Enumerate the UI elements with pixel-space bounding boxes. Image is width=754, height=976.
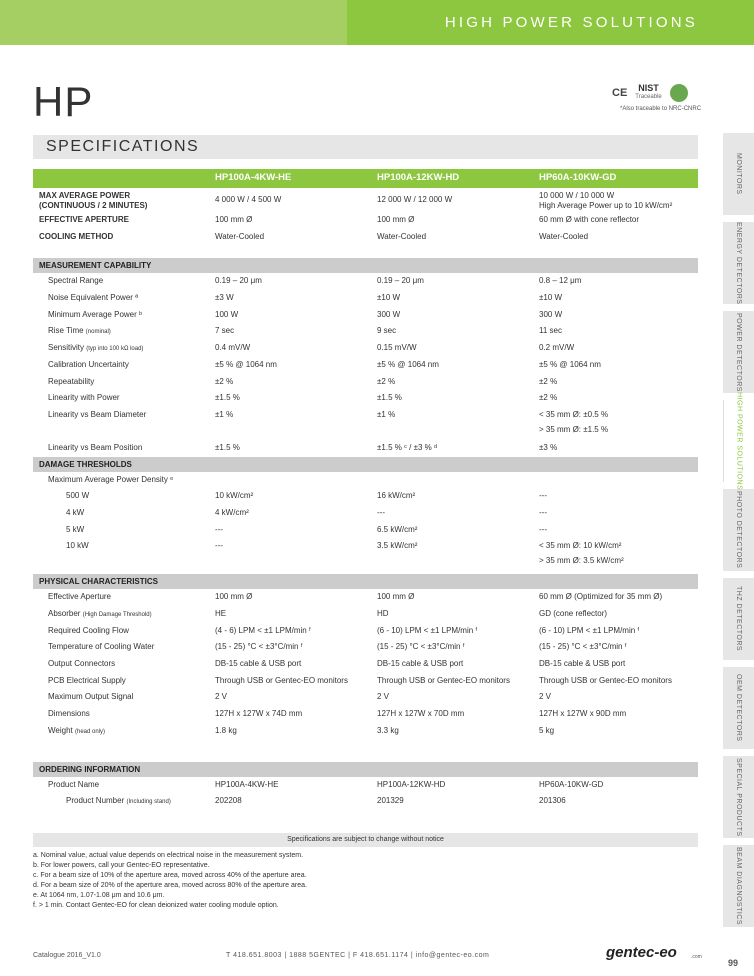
table-row [33,290,698,307]
section-tabs [723,133,754,934]
row-label: MAX AVERAGE POWER [39,191,131,200]
cell: HP60A-10KW-GD [539,779,604,789]
cell: ±1.5 % ᶜ / ±3 % ᵈ [377,442,437,452]
row-label-sub: (CONTINUOUS / 2 MINUTES) [39,201,148,210]
page-number: 99 [728,958,739,968]
row-label: 10 kW [66,541,89,551]
cell: 127H x 127W x 70D mm [377,709,465,719]
cell: ±3 W [215,293,234,303]
brand-logo: gentec-eo [606,944,677,961]
table-row [33,273,698,290]
table-row [33,212,698,229]
table-row [33,323,698,340]
row-label-note: (typ into 100 kΩ load) [86,346,144,353]
cell: 100 mm Ø [215,592,253,602]
cell: Through USB or Gentec-EO monitors [377,675,510,685]
section-header-ordering: ORDERING INFORMATION [33,762,698,777]
row-label: PCB Electrical Supply [48,675,126,685]
row-label: EFFECTIVE APERTURE [39,215,129,224]
cell: --- [539,491,547,501]
models-header-row [33,169,698,188]
table-row [33,777,698,794]
cell: 4 000 W / 4 500 W [215,195,282,204]
cell: (6 - 10) LPM < ±1 LPM/min ᶠ [539,625,640,635]
model-3: HP60A-10KW-GD [539,172,617,183]
cell: DB-15 cable & USB port [377,659,464,669]
cell: 127H x 127W x 74D mm [215,709,303,719]
table-row [33,656,698,673]
banner-title: HIGH POWER SOLUTIONS [347,0,754,45]
table-row [33,374,698,391]
row-label: Product Number [66,796,125,806]
cell: 2 V [377,692,390,702]
cell: 12 000 W / 12 000 W [377,195,453,204]
cell: ±2 % [377,376,396,386]
cell: ±5 % @ 1064 nm [539,359,601,369]
row-label-note: (nominal) [85,329,111,336]
section-header-damage: DAMAGE THRESHOLDS [33,457,698,472]
cell: GD (cone reflector) [539,609,608,618]
row-label: 4 kW [66,507,85,517]
cell: 2 V [539,692,552,702]
row-label: Linearity vs Beam Diameter [48,409,147,419]
footnote: e. At 1064 nm, 1.07-1.08 μm and 10.6 μm. [33,892,165,899]
cell: --- [539,524,547,534]
cell: 0.19 – 20 μm [377,276,424,286]
table-row [33,673,698,690]
cell: 201329 [377,796,404,806]
cell: Water-Cooled [377,231,427,241]
row-label: Temperature of Cooling Water [48,642,155,652]
nist-traceable: Traceable [635,94,662,100]
cell: 3.5 kW/cm² [377,541,418,551]
cell: 11 sec [539,326,562,336]
damage-subheader: Maximum Average Power Density ᵉ [48,474,174,484]
tab-oem-detectors[interactable]: OEM DETECTORS [723,667,754,749]
table-row [33,723,698,740]
row-label-note: (Including stand) [126,799,171,806]
rohs-logo-icon [670,84,688,102]
row-label: Sensitivity [48,343,85,353]
model-2: HP100A-12KW-HD [377,172,460,183]
cell: 10 kW/cm² [215,491,254,501]
table-row [33,793,698,810]
banner-left-block [0,0,347,45]
brand-suffix: .com [691,954,702,960]
cell: 10 000 W / 10 000 W [539,191,615,200]
table-row [33,606,698,623]
cell: ±3 % [539,442,558,452]
cell: < 35 mm Ø: ±0.5 % [539,409,609,419]
cell-sub: > 35 mm Ø: ±1.5 % [539,424,609,434]
cell: Through USB or Gentec-EO monitors [539,675,672,685]
table-row [33,307,698,324]
row-label: Calibration Uncertainty [48,359,129,369]
cell: ±1.5 % [215,442,240,452]
section-header-measurement: MEASUREMENT CAPABILITY [33,258,698,273]
cell: --- [215,541,223,551]
cell: Through USB or Gentec-EO monitors [215,675,348,685]
cell: ±10 W [377,293,401,303]
physical-rows [33,589,698,739]
measurement-rows [33,273,698,456]
row-label: Effective Aperture [48,592,111,602]
contact-info: T 418.651.8003 | 1888 5GENTEC | F 418.651.1174 | info@gentec-eo.com [226,952,490,959]
nist-label: NIST [638,83,659,93]
cell: 2 V [215,692,228,702]
tab-monitors[interactable]: MONITORS [723,133,754,215]
cell: 300 W [539,309,563,319]
table-row [33,522,698,539]
cell: (15 - 25) °C < ±3°C/min ᶠ [539,642,627,652]
cell: --- [215,524,223,534]
cell: Water-Cooled [539,231,589,241]
row-label: Output Connectors [48,659,116,669]
cell: ±5 % @ 1064 nm [377,359,439,369]
row-label: Repeatability [48,376,95,386]
cell: ±2 % [539,376,558,386]
header-banner [0,0,754,45]
cell: 16 kW/cm² [377,491,416,501]
cell: 60 mm Ø (Optimized for 35 mm Ø) [539,592,663,602]
cell: 0.8 – 12 μm [539,276,582,286]
cell: ±1 % [377,409,396,419]
table-row [33,538,698,571]
table-row [33,488,698,505]
row-label: Noise Equivalent Power ª [48,293,139,303]
table-row [33,706,698,723]
cell: 0.15 mV/W [377,343,417,353]
table-row [33,390,698,407]
cell-sub: High Average Power up to 10 kW/cm² [539,201,673,210]
model-1: HP100A-4KW-HE [215,172,292,183]
cell: DB-15 cable & USB port [539,659,626,669]
cell: < 35 mm Ø: 10 kW/cm² [539,541,622,551]
cell: ±1 % [215,409,234,419]
cell: 202208 [215,796,242,806]
tab-beam-diagnostics[interactable]: BEAM DIAGNOSTICS [723,845,754,927]
tab-thz-detectors[interactable]: THZ DETECTORS [723,578,754,660]
row-label: Required Cooling Flow [48,625,129,635]
cell: HE [215,609,227,618]
cell: 100 mm Ø [377,592,415,602]
ce-mark-icon: CE [612,87,628,99]
row-label: Dimensions [48,709,90,719]
cell: 0.19 – 20 μm [215,276,262,286]
ordering-rows [33,777,698,810]
cell: (15 - 25) °C < ±3°C/min ᶠ [215,642,303,652]
footnote: b. For lower powers, call your Gentec-EO representative. [33,862,210,869]
cell: 300 W [377,309,401,319]
cell: 9 sec [377,326,397,336]
cell: --- [539,507,547,517]
table-row [33,689,698,706]
damage-rows [33,488,698,571]
row-label: Minimum Average Power ᵇ [48,309,143,319]
cell: 100 W [215,309,239,319]
cell: 201306 [539,796,566,806]
specifications-heading: SPECIFICATIONS [33,135,698,159]
row-label-note: (head only) [75,728,106,735]
certification-logos [612,80,708,106]
cell: HD [377,609,389,618]
cell: Water-Cooled [215,231,265,241]
cell: 0.2 mV/W [539,343,575,353]
footnotes [33,851,307,911]
footnote: f. > 1 min. Contact Gentec-EO for clean deionized water cooling module option. [33,902,279,909]
row-label: COOLING METHOD [39,231,114,241]
table-row [33,589,698,606]
table-row [33,505,698,522]
cell: --- [377,507,385,517]
disclaimer: Specifications are subject to change without notice [33,833,698,847]
row-label: Rise Time [48,326,84,336]
cell: 6.5 kW/cm² [377,524,418,534]
traceability-note: *Also traceable to NRC-CNRC [620,106,702,112]
cell: 1.8 kg [215,725,237,735]
row-label: Maximum Output Signal [48,692,134,702]
cell: ±10 W [539,293,563,303]
section-header-physical: PHYSICAL CHARACTERISTICS [33,574,698,589]
catalogue-version: Catalogue 2016_V1.0 [33,952,101,959]
cell: (4 - 6) LPM < ±1 LPM/min ᶠ [215,625,311,635]
spec-table [33,169,698,810]
table-row [33,440,698,457]
tab-power-detectors[interactable]: POWER DETECTORS [723,311,754,393]
cell: HP100A-12KW-HD [377,779,446,789]
cell: ±1.5 % [215,393,240,403]
tab-energy-detectors[interactable]: ENERGY DETECTORS [723,222,754,304]
table-row [33,340,698,357]
cell: DB-15 cable & USB port [215,659,302,669]
row-label: Linearity vs Beam Position [48,442,143,452]
cell-sub: > 35 mm Ø: 3.5 kW/cm² [539,556,624,566]
cell: 127H x 127W x 90D mm [539,709,627,719]
footnote: d. For a beam size of 20% of the aperture area, moved across 80% of the aperture area. [33,882,307,889]
table-row [33,188,698,212]
tab-special-products[interactable]: SPECIAL PRODUCTS [723,756,754,838]
page-title: HP [33,78,94,125]
cell: 100 mm Ø [215,215,253,224]
tab-photo-detectors[interactable]: PHOTO DETECTORS [723,489,754,571]
cell: 60 mm Ø with cone reflector [539,215,640,224]
cell: 0.4 mV/W [215,343,251,353]
table-row [33,357,698,374]
row-label-note: (High Damage Threshold) [82,612,152,618]
table-row [33,623,698,640]
nist-logo-icon [635,84,661,102]
row-label: Weight [48,725,73,735]
table-row [33,639,698,656]
row-label: Absorber [48,609,81,618]
cell: ±5 % @ 1064 nm [215,359,277,369]
row-label: Spectral Range [48,276,104,286]
cell: ±1.5 % [377,393,402,403]
cell: ±2 % [539,393,558,403]
tab-high-power-solutions[interactable]: HIGH POWER SOLUTIONS [723,400,754,482]
cell: ±2 % [215,376,234,386]
cell: 100 mm Ø [377,215,415,224]
footnote: c. For a beam size of 10% of the aperture area, moved across 40% of the aperture area. [33,872,307,879]
cell: 5 kg [539,725,555,735]
row-label: 5 kW [66,524,85,534]
cell: (6 - 10) LPM < ±1 LPM/min ᶠ [377,625,478,635]
cell: 7 sec [215,326,235,336]
cell: (15 - 25) °C < ±3°C/min ᶠ [377,642,465,652]
row-label: Linearity with Power [48,393,120,403]
cell: 4 kW/cm² [215,507,249,517]
table-row [33,229,698,246]
row-label: Product Name [48,779,100,789]
footnote: a. Nominal value, actual value depends on electrical noise in the measurement system. [33,852,304,859]
cell: 3.3 kg [377,725,399,735]
row-label: 500 W [66,491,90,501]
table-row [33,407,698,440]
cell: HP100A-4KW-HE [215,779,279,789]
